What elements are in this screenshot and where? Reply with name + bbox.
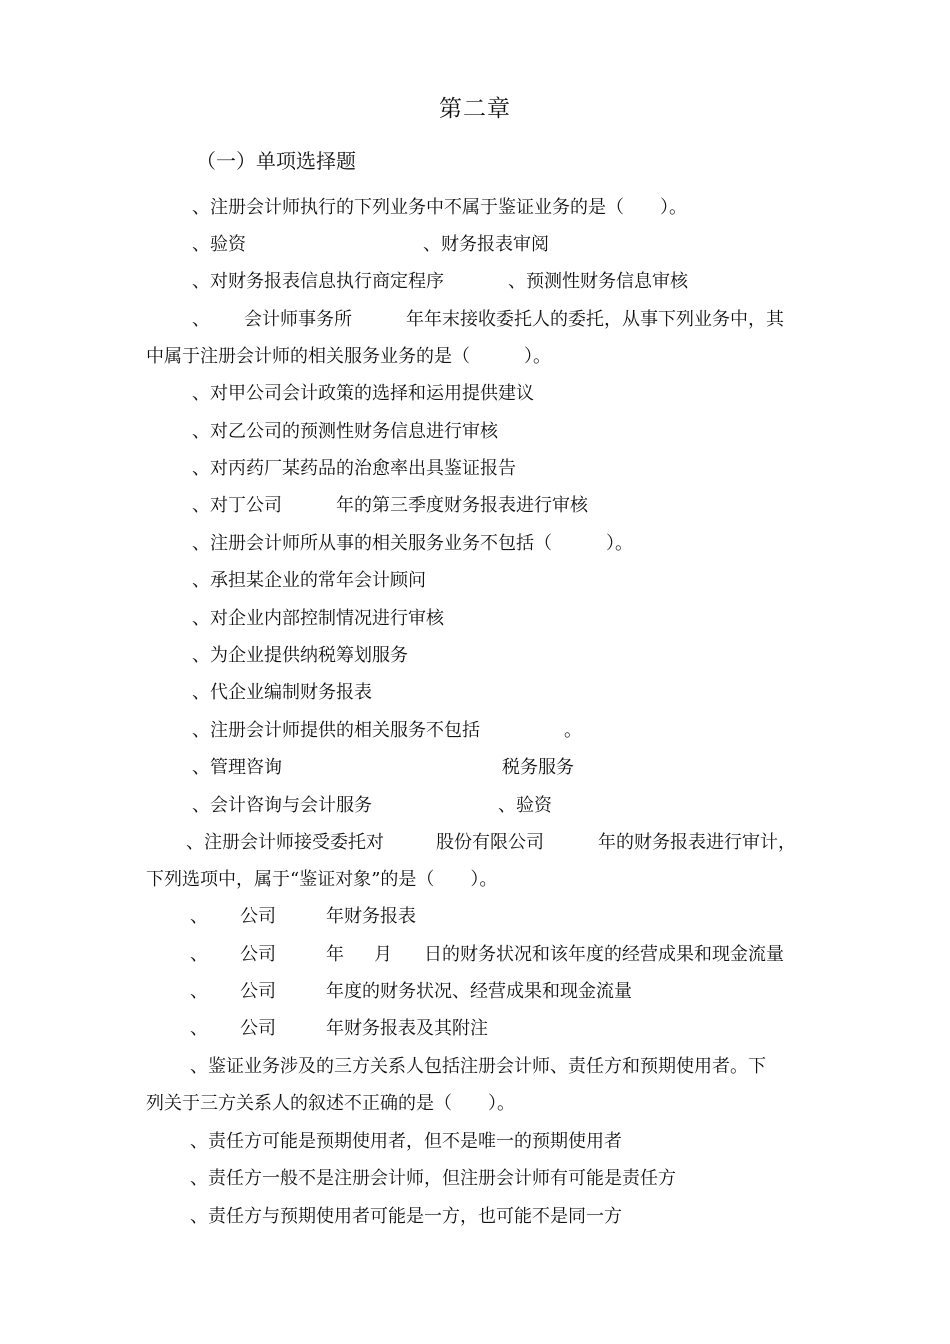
question-2-stem-number: 、 bbox=[192, 309, 210, 330]
option-text: 年财务报表及其附注 bbox=[326, 1018, 488, 1039]
question-3-option-c: 、为企业提供纳税筹划服务 bbox=[192, 645, 408, 666]
option-month: 月 bbox=[374, 944, 392, 965]
chapter-title: 第二章 bbox=[439, 96, 511, 122]
option-year: 年 bbox=[326, 944, 344, 965]
question-6-stem: 、鉴证业务涉及的三方关系人包括注册会计师、责任方和预期使用者。下 bbox=[190, 1056, 766, 1077]
question-2-option-b: 、对乙公司的预测性财务信息进行审核 bbox=[192, 421, 498, 442]
option-text: 日的财务状况和该年度的经营成果和现金流量 bbox=[424, 944, 784, 965]
option-text: 年度的财务状况、经营成果和现金流量 bbox=[326, 981, 632, 1002]
option-marker: 、 bbox=[190, 981, 208, 1002]
question-5-stem-part-2: 股份有限公司 bbox=[436, 832, 544, 853]
question-6-stem-line-2: 列关于三方关系人的叙述不正确的是（ ）。 bbox=[146, 1093, 515, 1114]
question-2-option-c: 、对丙药厂某药品的治愈率出具鉴证报告 bbox=[192, 458, 516, 479]
question-1-stem: 、注册会计师执行的下列业务中不属于鉴证业务的是（ ）。 bbox=[192, 197, 687, 218]
question-3-option-a: 、承担某企业的常年会计顾问 bbox=[192, 570, 426, 591]
option-company: 公司 bbox=[240, 906, 276, 927]
question-2-stem-rest: 年年末接收委托人的委托，从事下列业务中，其 bbox=[406, 309, 784, 330]
option-b: 、财务报表审阅 bbox=[423, 234, 549, 255]
option-company: 公司 bbox=[240, 981, 276, 1002]
question-2-option-d-part-2: 年的第三季度财务报表进行审核 bbox=[336, 495, 588, 516]
question-2-option-a: 、对甲公司会计政策的选择和运用提供建议 bbox=[192, 383, 534, 404]
question-4-stem-end: 。 bbox=[564, 720, 582, 741]
question-4-option-b: 税务服务 bbox=[502, 757, 574, 778]
question-2-option-d-part-1: 、对丁公司 bbox=[192, 495, 282, 516]
section-heading: （一）单项选择题 bbox=[196, 149, 356, 173]
question-5-stem-part-1: 、注册会计师接受委托对 bbox=[186, 832, 384, 853]
question-4-option-d: 、验资 bbox=[498, 795, 552, 816]
option-text: 年财务报表 bbox=[326, 906, 416, 927]
question-3-option-d: 、代企业编制财务报表 bbox=[192, 682, 372, 703]
question-6-option-c: 、责任方与预期使用者可能是一方，也可能不是同一方 bbox=[190, 1206, 622, 1227]
question-2-stem-line-2: 中属于注册会计师的相关服务业务的是（ ）。 bbox=[146, 346, 551, 367]
question-6-option-b: 、责任方一般不是注册会计师，但注册会计师有可能是责任方 bbox=[190, 1168, 676, 1189]
question-5-stem-part-3: 年的财务报表进行审计， bbox=[598, 832, 796, 853]
option-marker: 、 bbox=[190, 1018, 208, 1039]
option-a: 、验资 bbox=[192, 234, 246, 255]
option-company: 公司 bbox=[240, 944, 276, 965]
question-4-option-c: 、会计咨询与会计服务 bbox=[192, 795, 372, 816]
option-d: 、预测性财务信息审核 bbox=[508, 271, 688, 292]
question-6-option-a: 、责任方可能是预期使用者，但不是唯一的预期使用者 bbox=[190, 1131, 622, 1152]
option-marker: 、 bbox=[190, 906, 208, 927]
option-marker: 、 bbox=[190, 944, 208, 965]
question-4-stem-text: 、注册会计师提供的相关服务不包括 bbox=[192, 720, 480, 741]
question-2-stem-firm: 会计师事务所 bbox=[244, 309, 352, 330]
question-4-option-a: 、管理咨询 bbox=[192, 757, 282, 778]
option-company: 公司 bbox=[240, 1018, 276, 1039]
question-3-stem: 、注册会计师所从事的相关服务业务不包括（ ）。 bbox=[192, 533, 633, 554]
question-3-option-b: 、对企业内部控制情况进行审核 bbox=[192, 608, 444, 629]
option-c: 、对财务报表信息执行商定程序 bbox=[192, 271, 444, 292]
question-5-stem-line-2: 下列选项中，属于“鉴证对象”的是（ ）。 bbox=[146, 869, 498, 890]
